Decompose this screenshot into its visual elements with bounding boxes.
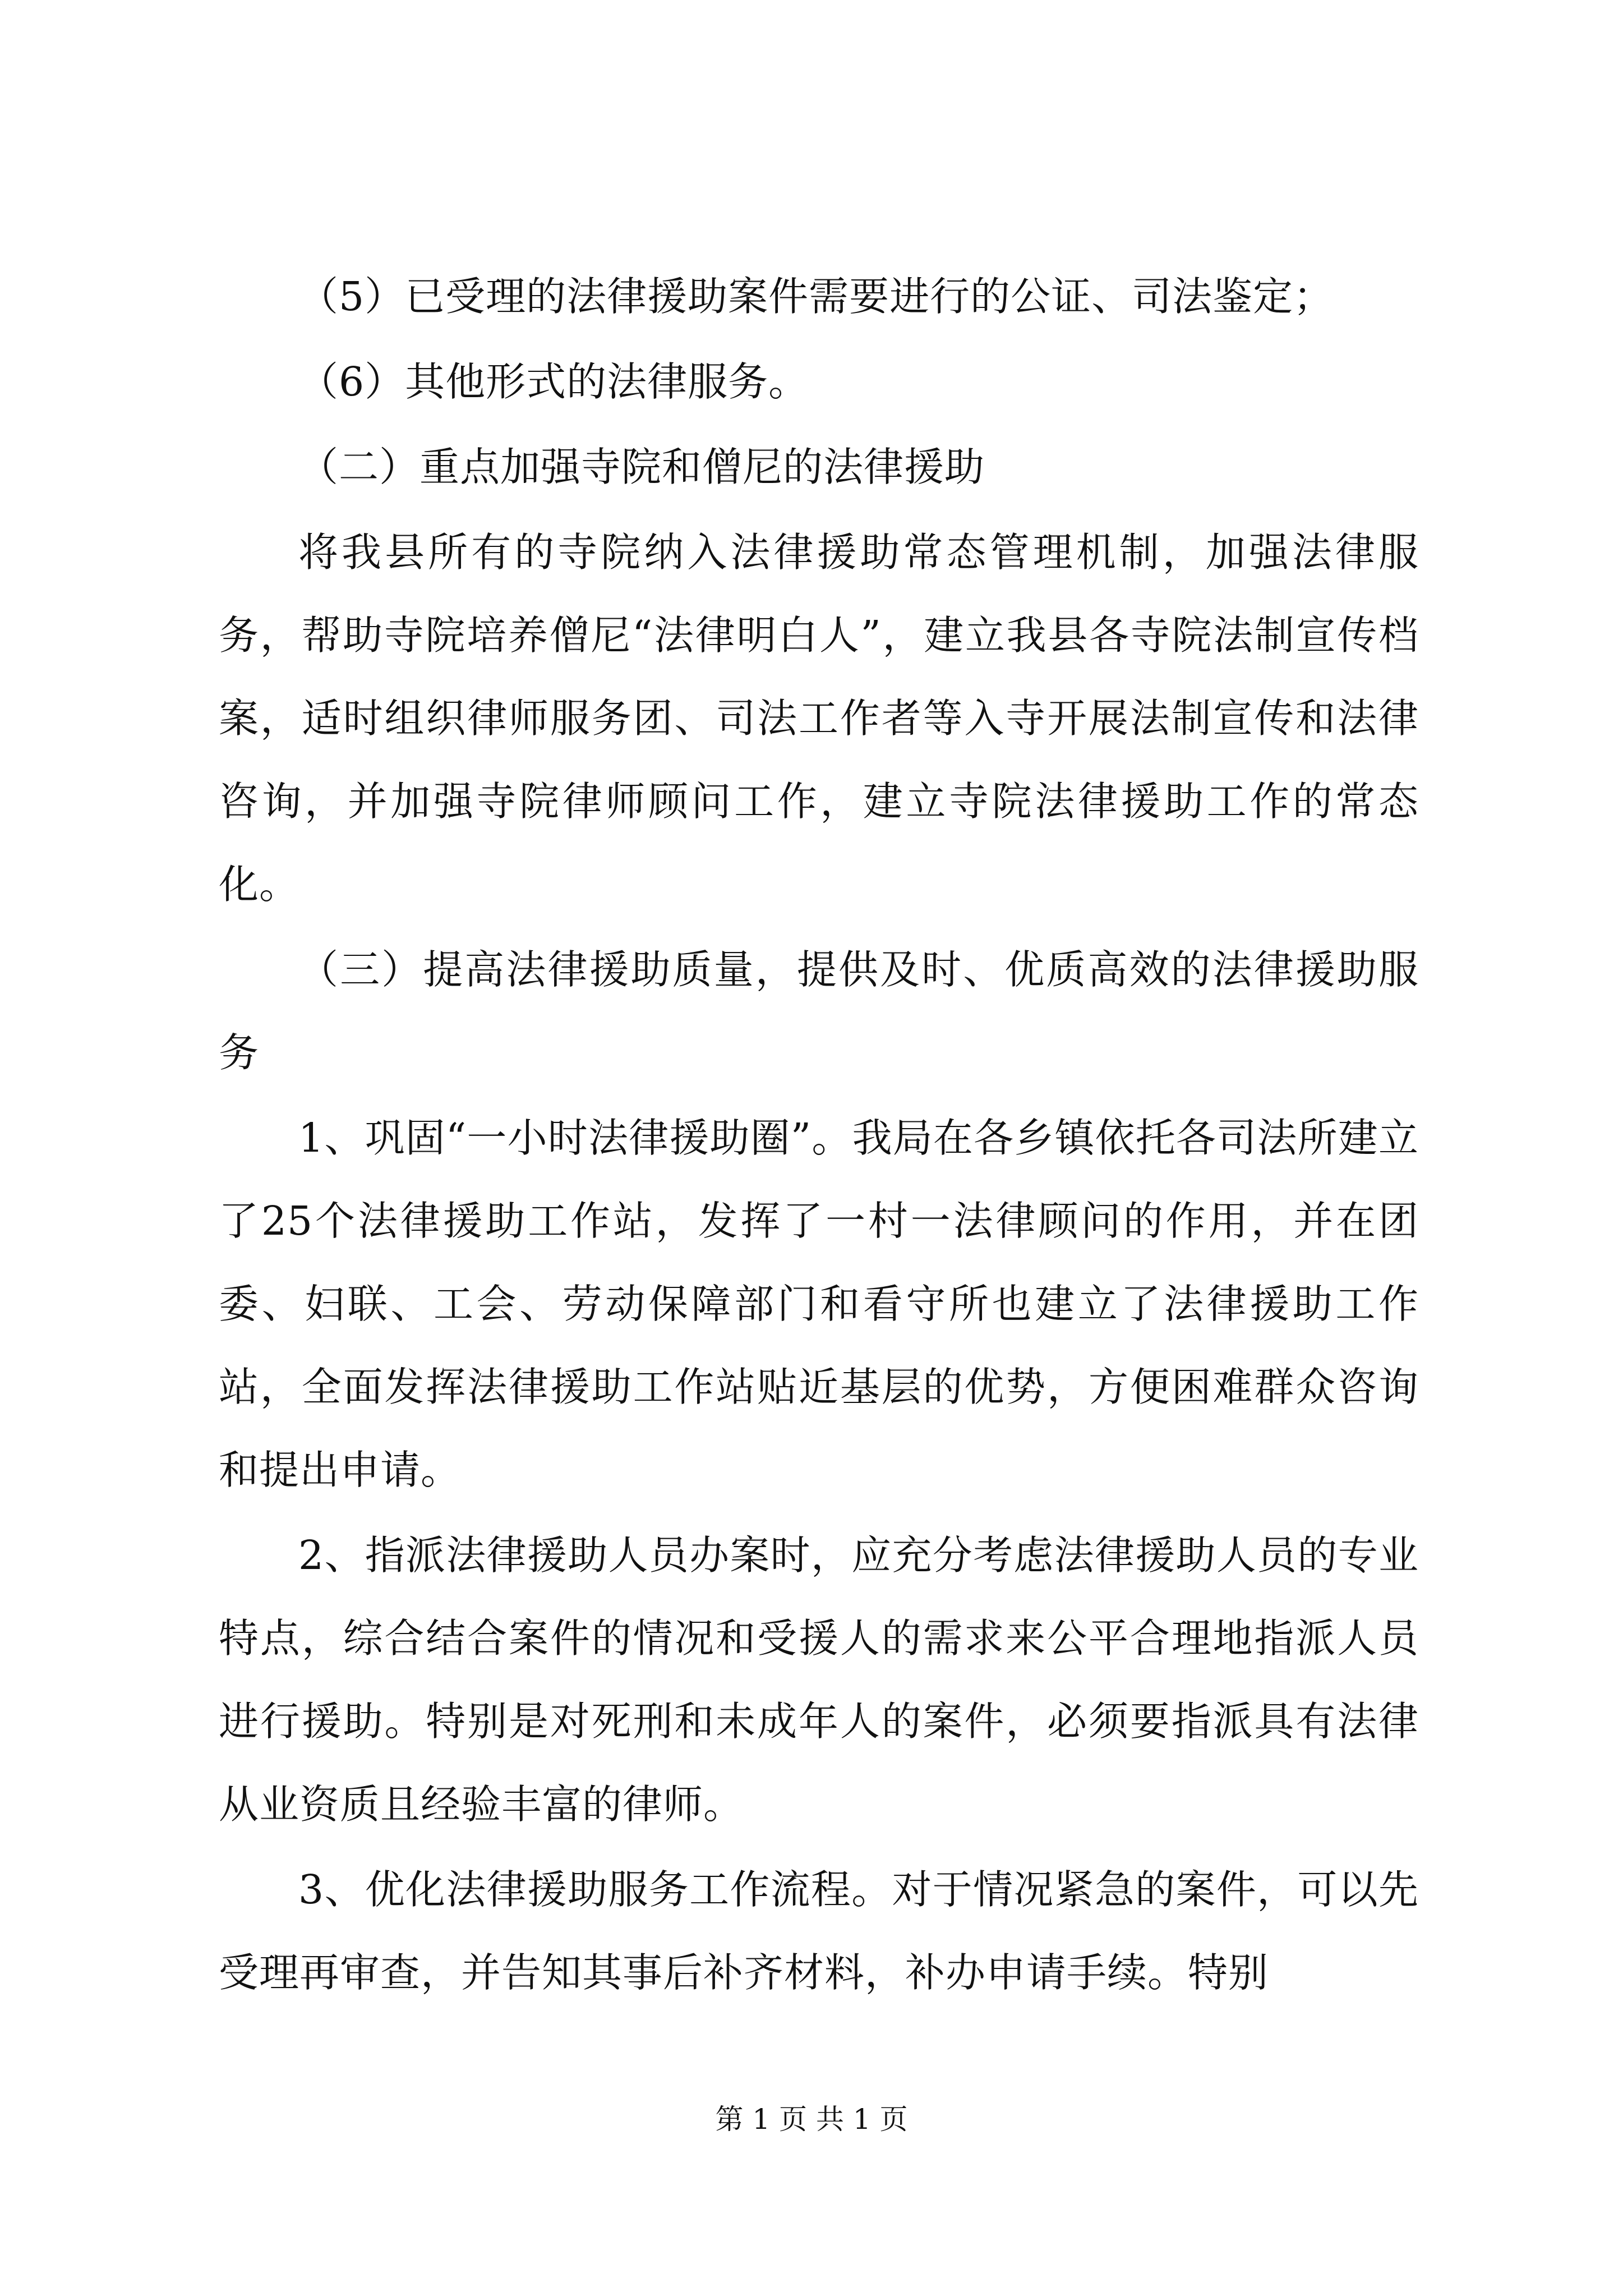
paragraph-point-1: 1、巩固“一小时法律援助圈”。我局在各乡镇依托各司法所建立了25个法律援助工作站，发挥了一村一法律顾问的作用，并在团委、妇联、工会、劳动保障部门和看守所也建立了法律援助工作站，全面发挥法律援助工作站贴近基层的优势，方便困难群众咨询和提出申请。 bbox=[219, 1115, 1419, 1493]
section-heading-3: （三）提高法律援助质量，提供及时、优质高效的法律援助服务 bbox=[219, 946, 1419, 1076]
document-body bbox=[219, 255, 1419, 2017]
section-heading-2: （二）重点加强寺院和僧尼的法律援助 bbox=[298, 444, 985, 490]
paragraph-point-2: 2、指派法律援助人员办案时，应充分考虑法律援助人员的专业特点，综合结合案件的情况和受援人的需求来公平合理地指派人员进行援助。特别是对死刑和未成年人的案件，必须要指派具有法律从业资质且经验丰富的律师。 bbox=[219, 1532, 1419, 1828]
paragraph-temples: 将我县所有的寺院纳入法律援助常态管理机制，加强法律服务，帮助寺院培养僧尼“法律明白人”，建立我县各寺院法制宣传档案，适时组织律师服务团、司法工作者等入寺开展法制宣传和法律咨询，并加强寺院律师顾问工作，建立寺院法律援助工作的常态化。 bbox=[219, 529, 1419, 908]
page-footer bbox=[0, 2097, 1623, 2137]
paragraph-point-3: 3、优化法律援助服务工作流程。对于情况紧急的案件，可以先受理再审查，并告知其事后补齐材料，补办申请手续。特别 bbox=[219, 1866, 1419, 1996]
paragraph-item-6: （6）其他形式的法律服务。 bbox=[298, 358, 809, 405]
page-number-label: 第 1 页 共 1 页 bbox=[715, 2103, 908, 2136]
paragraph-item-5: （5）已受理的法律援助案件需要进行的公证、司法鉴定； bbox=[298, 273, 1334, 320]
